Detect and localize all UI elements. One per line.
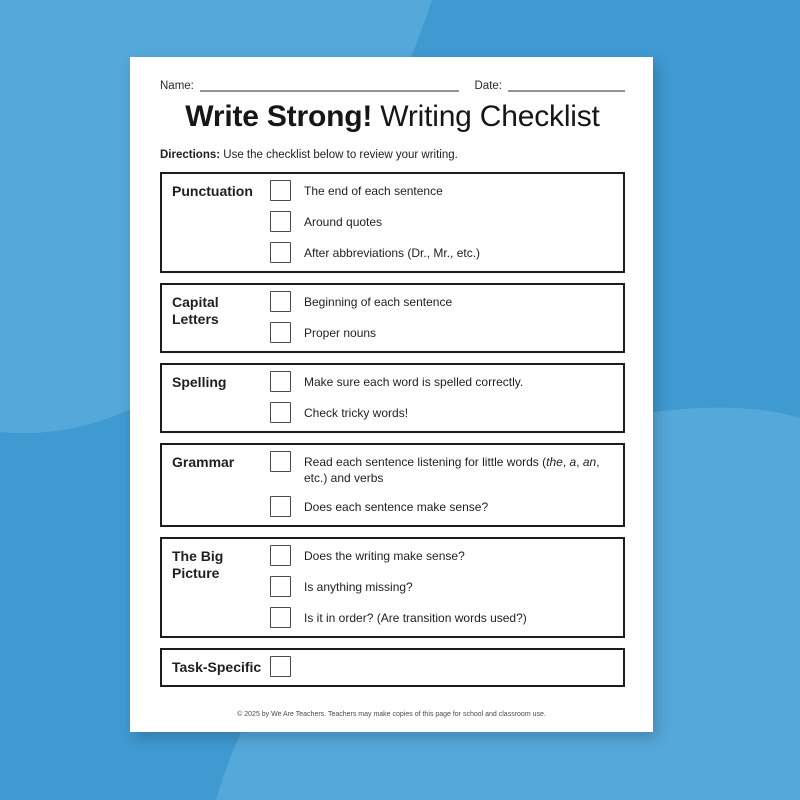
date-label: Date: [474, 80, 502, 92]
section-items [270, 180, 613, 263]
checklist-item-row [270, 291, 613, 312]
section-label: Spelling [172, 374, 227, 390]
section-items [270, 545, 613, 628]
sections [160, 172, 625, 687]
checklist-item-row [270, 211, 613, 232]
checklist-item-row [270, 656, 613, 677]
page-title-rest: Writing Checklist [372, 100, 600, 133]
directions [160, 147, 625, 163]
checklist-item-text: Does each sentence make sense? [304, 500, 489, 514]
checklist-item-row [270, 180, 613, 201]
checklist-item-row [270, 371, 613, 392]
checklist-section-punctuation [160, 172, 625, 273]
checklist-item-text: Proper nouns [304, 326, 377, 340]
checkbox[interactable] [270, 242, 291, 263]
checklist-item-row [270, 576, 613, 597]
date-input-line[interactable] [508, 81, 625, 92]
checklist-item-text: Is it in order? (Are transition words used?) [304, 611, 527, 625]
checkbox[interactable] [270, 607, 291, 628]
directions-label: Directions: [160, 149, 221, 161]
checklist-item-row [270, 451, 613, 486]
checklist-item-text: Read each sentence listening for little words (the, a, an, etc.) and verbs [304, 455, 600, 485]
directions-text: Use the checklist below to review your writing. [220, 149, 458, 161]
checkbox[interactable] [270, 371, 291, 392]
checkbox[interactable] [270, 322, 291, 343]
checklist-item-row [270, 496, 613, 517]
page-title [160, 98, 625, 136]
name-input-line[interactable] [200, 81, 459, 92]
section-label: Grammar [172, 454, 235, 470]
checklist-item-text: Make sure each word is spelled correctly. [304, 375, 524, 389]
checkbox[interactable] [270, 656, 291, 677]
name-label: Name: [160, 80, 194, 92]
checklist-item-text: Beginning of each sentence [304, 295, 453, 309]
checklist-section-spelling [160, 363, 625, 433]
name-date-row [160, 77, 625, 92]
checkbox[interactable] [270, 451, 291, 472]
section-label: Task-Specific [172, 659, 262, 675]
checkbox[interactable] [270, 576, 291, 597]
section-items [270, 371, 613, 423]
checklist-item-text: The end of each sentence [304, 184, 443, 198]
checklist-item-row [270, 402, 613, 423]
checklist-item-row [270, 322, 613, 343]
checklist-section-capital-letters [160, 283, 625, 353]
section-label: The Big Picture [172, 548, 224, 581]
checklist-item-text: After abbreviations (Dr., Mr., etc.) [304, 246, 481, 260]
checklist-section-grammar [160, 443, 625, 527]
checklist-item-row [270, 607, 613, 628]
section-items [270, 291, 613, 343]
worksheet-page [130, 57, 653, 732]
copyright-footer: © 2025 by We Are Teachers. Teachers may make copies of this page for school and classroom use. [237, 711, 546, 718]
page-title-emphasis: Write Strong! [185, 100, 373, 133]
checklist-item-text: Check tricky words! [304, 406, 409, 420]
section-items [270, 656, 613, 677]
section-label: Capital Letters [172, 294, 219, 327]
section-items [270, 451, 613, 517]
checklist-item-row [270, 545, 613, 566]
checkbox[interactable] [270, 291, 291, 312]
checkbox[interactable] [270, 402, 291, 423]
checklist-item-text: Is anything missing? [304, 580, 413, 594]
checklist-item-text: Does the writing make sense? [304, 549, 465, 563]
checkbox[interactable] [270, 211, 291, 232]
checkbox[interactable] [270, 496, 291, 517]
checkbox[interactable] [270, 180, 291, 201]
checklist-section-the-big-picture [160, 537, 625, 638]
checklist-item-row [270, 242, 613, 263]
checkbox[interactable] [270, 545, 291, 566]
section-label: Punctuation [172, 183, 253, 199]
checklist-item-text: Around quotes [304, 215, 383, 229]
checklist-section-task-specific [160, 648, 625, 687]
